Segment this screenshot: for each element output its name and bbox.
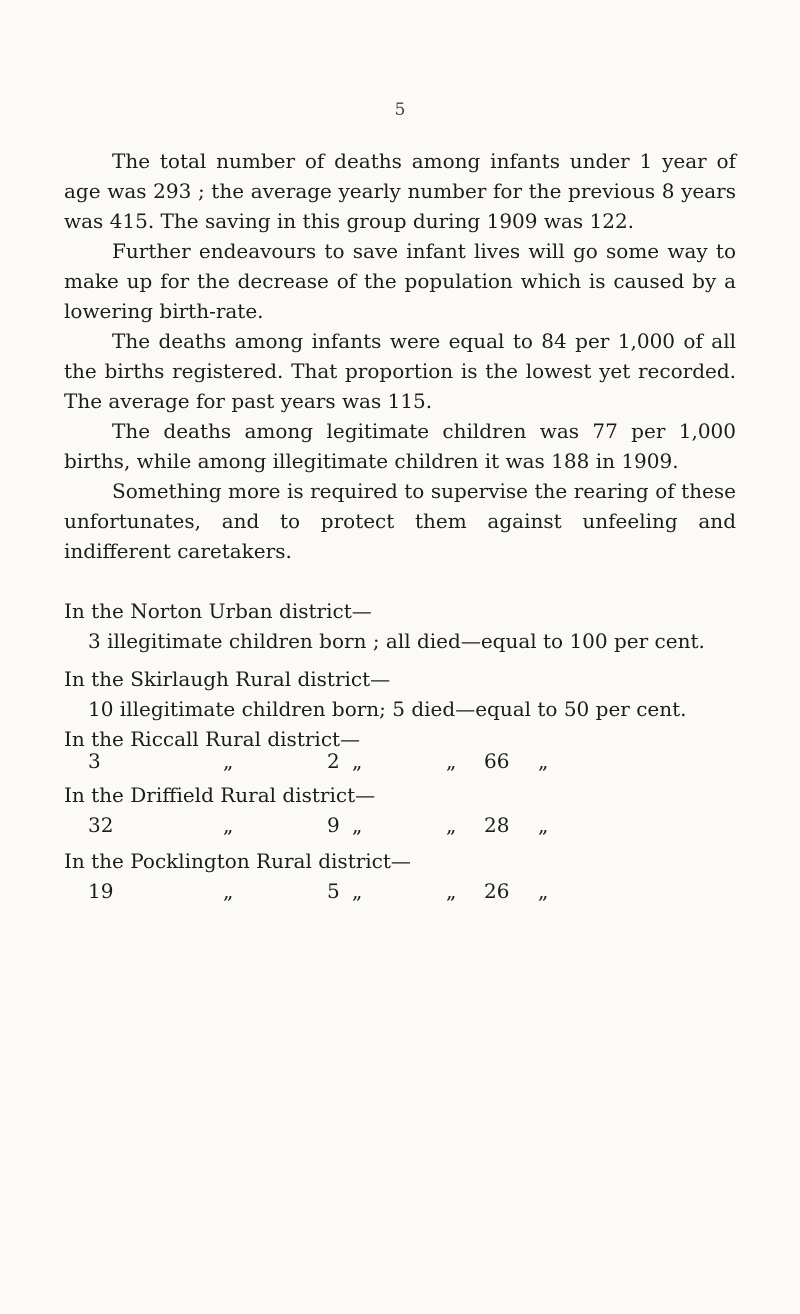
- ditto-mark: „: [538, 749, 549, 773]
- district-heading-driffield-wrap: [64, 780, 736, 810]
- district-list: [64, 596, 736, 754]
- district-row-riccall: [88, 746, 728, 776]
- ditto-mark: „: [223, 879, 234, 903]
- district-heading-pocklington-wrap: [64, 846, 736, 876]
- ditto-mark: „: [446, 879, 457, 903]
- district-heading-pocklington: In the Pocklington Rural district—: [64, 849, 411, 873]
- ditto-mark: „: [352, 879, 363, 903]
- ditto-mark: „: [446, 813, 457, 837]
- born-count: 19: [88, 879, 114, 903]
- percent-value: 28: [484, 813, 510, 837]
- district-heading-skirlaugh: In the Skirlaugh Rural district—: [64, 667, 391, 691]
- page-number: 5: [394, 100, 406, 120]
- percent-value: 26: [484, 879, 510, 903]
- ditto-mark: „: [538, 813, 549, 837]
- paragraph-supervision: Something more is required to supervise the rearing of these unfortunates, and to protect them against unfeeling and indifferent caretakers.: [64, 479, 736, 563]
- paragraph-legitimate: The deaths among legitimate children was 77 per 1,000 births, while among illegitimate children it was 188 in 1909.: [64, 419, 736, 473]
- born-count: 3: [88, 749, 101, 773]
- ditto-mark: „: [223, 813, 234, 837]
- percent-value: 66: [484, 749, 510, 773]
- ditto-mark: „: [352, 813, 363, 837]
- district-heading-norton: In the Norton Urban district—: [64, 599, 372, 623]
- died-count: 2: [327, 749, 340, 773]
- district-detail-norton: 3 illegitimate children born ; all died—equal to 100 per cent.: [88, 629, 705, 653]
- ditto-mark: „: [223, 749, 234, 773]
- paragraph-infant-deaths: The total number of deaths among infants under 1 year of age was 293 ; the average yearly number for the previous 8 years was 415. The saving in this group during 1909 was 122.: [64, 149, 736, 233]
- body-text: [64, 146, 736, 566]
- born-count: 32: [88, 813, 114, 837]
- ditto-mark: „: [352, 749, 363, 773]
- district-detail-skirlaugh: 10 illegitimate children born; 5 died—equal to 50 per cent.: [88, 697, 687, 721]
- district-heading-driffield: In the Driffield Rural district—: [64, 783, 376, 807]
- paragraph-endeavours: Further endeavours to save infant lives will go some way to make up for the decrease of the population which is caused by a lowering birth-rate.: [64, 239, 736, 323]
- ditto-mark: „: [446, 749, 457, 773]
- died-count: 9: [327, 813, 340, 837]
- paragraph-death-rate: The deaths among infants were equal to 84 per 1,000 of all the births registered. That proportion is the lowest yet recorded. The average for past years was 115.: [64, 329, 736, 413]
- district-heading-riccall: In the Riccall Rural district—: [64, 727, 361, 751]
- ditto-mark: „: [538, 879, 549, 903]
- district-row-pocklington: [88, 876, 728, 906]
- died-count: 5: [327, 879, 340, 903]
- district-row-driffield: [88, 810, 728, 840]
